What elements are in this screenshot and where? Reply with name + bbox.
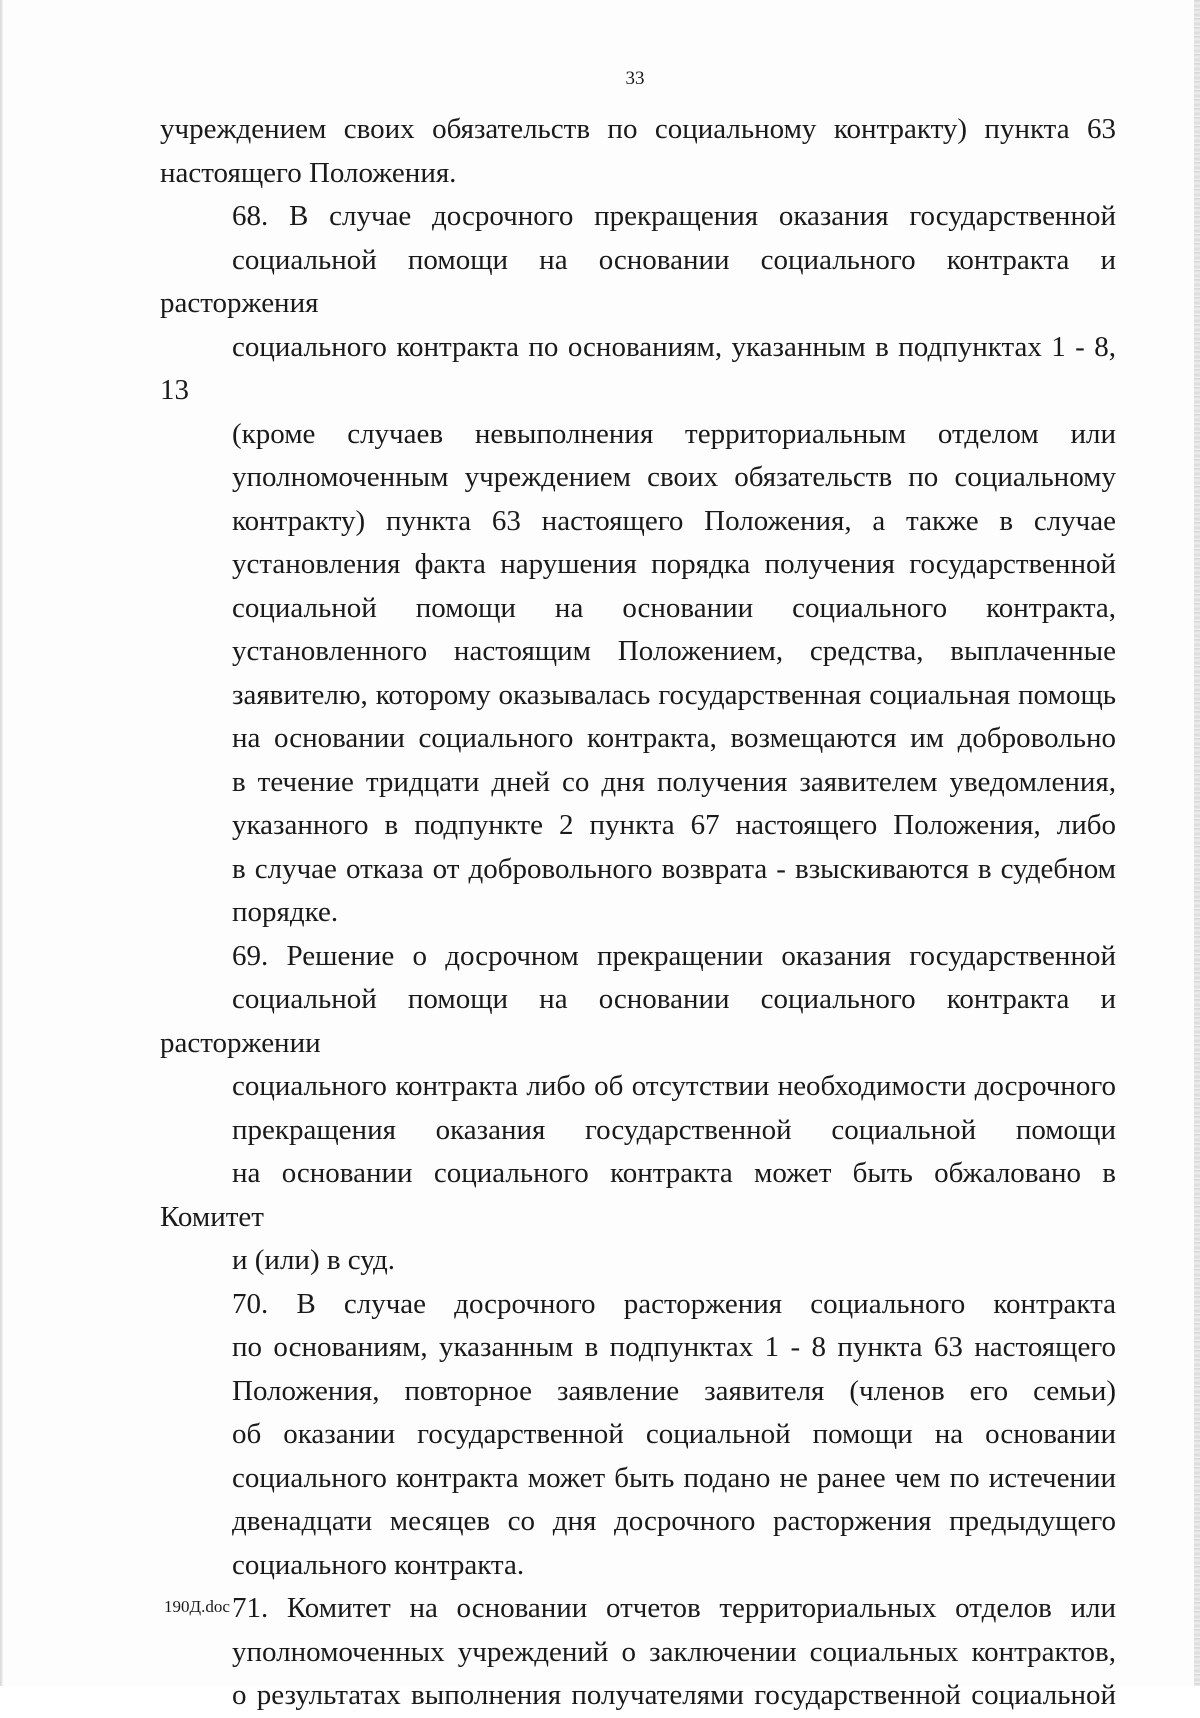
text-line: (кроме случаев невыполнения территориальным отделом или: [232, 417, 1116, 450]
text-line: учреждением своих обязательств по социальному контракту) пункта 63: [160, 113, 1116, 145]
text-line: социального контракта может быть подано не ранее чем по истечении: [232, 1461, 1116, 1494]
scan-edge-left: [0, 0, 3, 1686]
text-line: на основании социального контракта, возмещаются им добровольно: [232, 722, 1116, 754]
text-line: и (или) в суд.: [232, 1244, 395, 1276]
paragraph: [160, 195, 1116, 935]
text-line: контракту) пункта 63 настоящего Положения, а также в случае: [232, 504, 1116, 537]
text-line: 69. Решение о досрочном прекращении оказания государственной: [232, 939, 1116, 972]
text-line: социального контракта.: [232, 1548, 525, 1581]
text-line: социального контракта по основаниям, указанным в подпунктах 1 - 8, 13: [160, 330, 1116, 406]
text-line: прекращения оказания государственной социальной помощи: [232, 1113, 1116, 1146]
text-line: двенадцати месяцев со дня досрочного расторжения предыдущего: [232, 1505, 1116, 1537]
text-line: Положения, повторное заявление заявителя (членов его семьи): [232, 1374, 1116, 1407]
text-line: порядке.: [232, 896, 339, 928]
text-line: установленного настоящим Положением, средства, выплаченные: [232, 635, 1116, 667]
text-line: заявителю, которому оказывалась государственная социальная помощь: [232, 678, 1116, 711]
text-line: социальной помощи на основании социального контракта,: [232, 591, 1116, 624]
paragraph: [160, 108, 1116, 195]
text-line: 68. В случае досрочного прекращения оказания государственной: [232, 200, 1116, 232]
footer-filename: 190Д.doc: [164, 1597, 230, 1616]
paragraph: [160, 1283, 1116, 1588]
text-line: по основаниям, указанным в подпунктах 1 - 8 пункта 63 настоящего: [232, 1331, 1116, 1363]
document-body: [160, 108, 1116, 1718]
text-line: в случае отказа от добровольного возврата - взыскиваются в судебном: [232, 852, 1116, 885]
text-line: установления факта нарушения порядка получения государственной: [232, 548, 1116, 580]
text-line: о результатах выполнения получателями государственной социальной: [232, 1679, 1116, 1711]
text-line: об оказании государственной социальной помощи на основании: [232, 1418, 1116, 1450]
text-line: уполномоченных учреждений о заключении социальных контрактов,: [232, 1635, 1116, 1668]
page-number: 33: [625, 68, 645, 89]
text-line: 70. В случае досрочного расторжения социального контракта: [232, 1287, 1116, 1320]
paragraph: [160, 935, 1116, 1283]
text-line: социального контракта либо об отсутствии необходимости досрочного: [232, 1070, 1116, 1102]
text-line: указанного в подпункте 2 пункта 67 настоящего Положения, либо: [232, 809, 1116, 841]
text-line: в течение тридцати дней со дня получения заявителем уведомления,: [232, 765, 1116, 798]
text-line: социальной помощи на основании социального контракта и расторжения: [160, 243, 1116, 319]
scan-edge-right: [1194, 0, 1200, 1686]
text-line: 71. Комитет на основании отчетов территориальных отделов или: [232, 1592, 1116, 1624]
text-line: на основании социального контракта может быть обжаловано в Комитет: [160, 1157, 1116, 1233]
text-line: уполномоченным учреждением своих обязательств по социальному: [232, 461, 1116, 493]
paragraph: [160, 1587, 1116, 1718]
text-line: настоящего Положения.: [160, 156, 457, 189]
text-line: социальной помощи на основании социального контракта и расторжении: [160, 983, 1116, 1059]
